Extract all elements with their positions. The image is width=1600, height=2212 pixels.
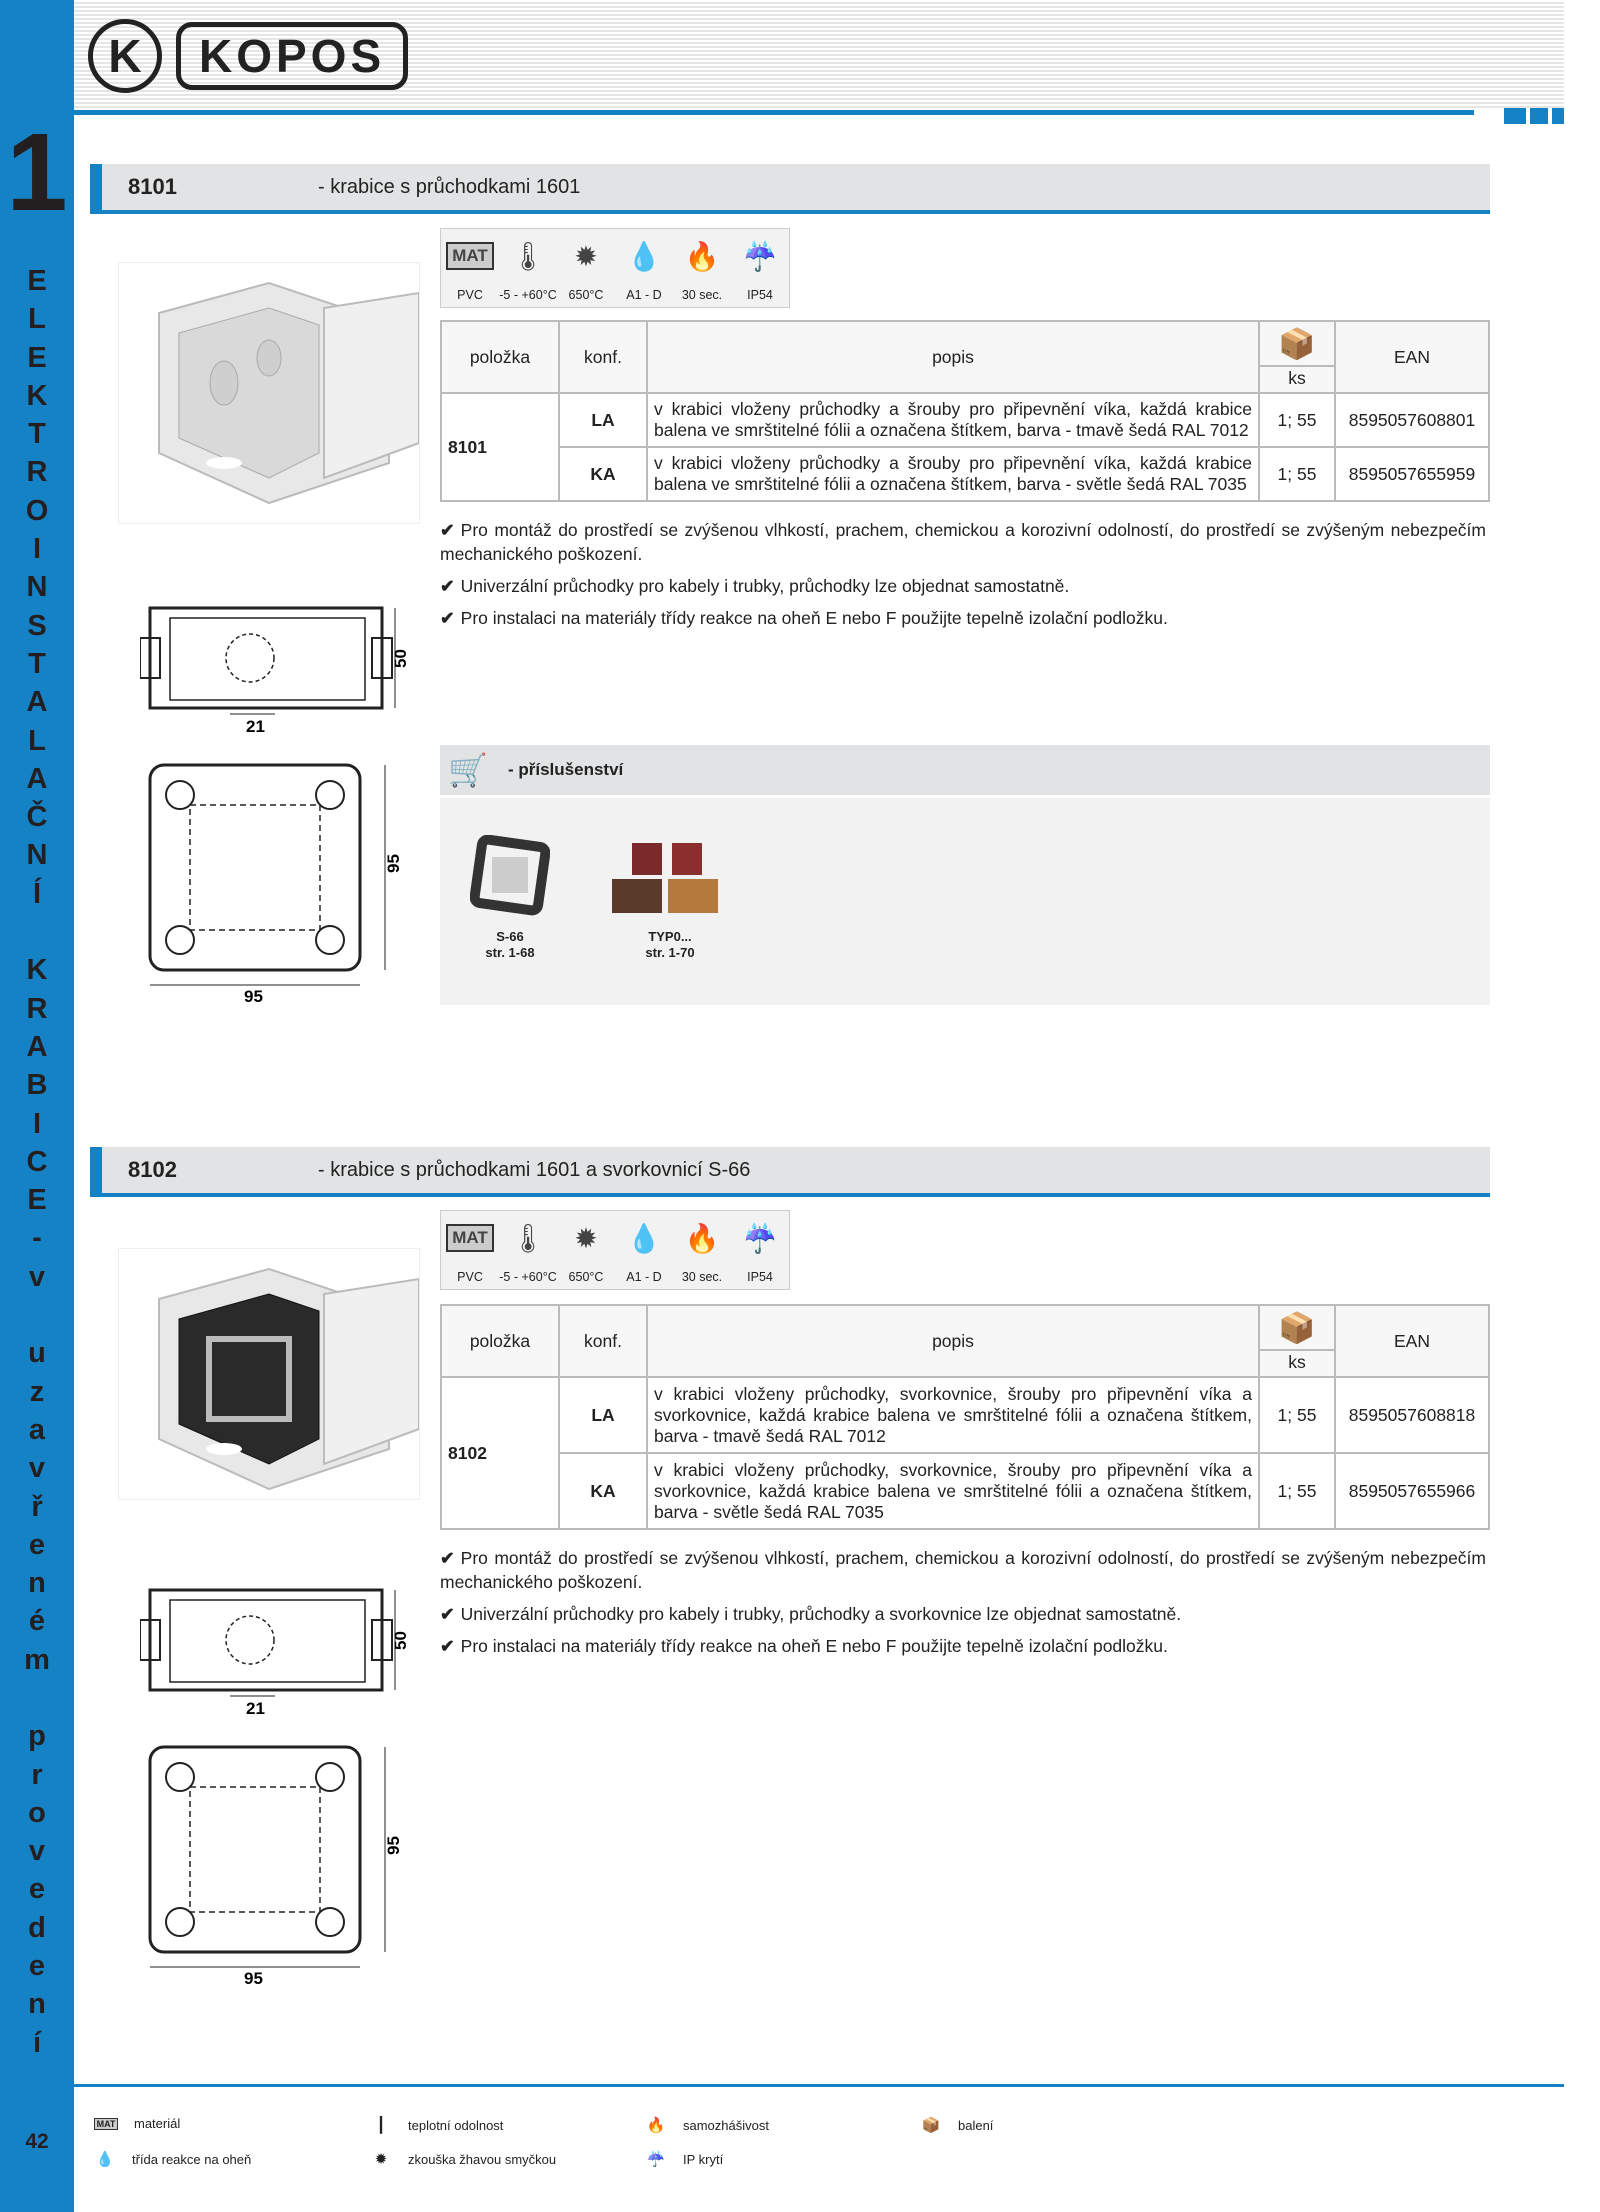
sidebar-letter: e: [28, 1873, 46, 1906]
product-table: [440, 1304, 1490, 1530]
accessories-label: - příslušenství: [508, 760, 624, 779]
row-ks: 1; 55: [1259, 1377, 1335, 1453]
accessory-s66[interactable]: [470, 835, 550, 961]
sidebar-letter: v: [28, 1452, 46, 1485]
legend-item: [370, 2150, 556, 2168]
sidebar-letter: A: [26, 762, 48, 795]
legend-label: teplotní odolnost: [408, 2117, 504, 2133]
product-table: [440, 320, 1490, 502]
section-code: 8101: [128, 174, 177, 199]
sidebar-letter: Í: [32, 877, 42, 910]
sidebar-letter: K: [26, 954, 48, 987]
self-extinguish-cell: [673, 229, 731, 307]
sidebar-letter: I: [32, 533, 42, 566]
col-item: položka: [441, 1305, 559, 1377]
legend-item: [920, 2116, 993, 2134]
self-extinguish-value: 30 sec.: [681, 1270, 723, 1284]
ip-value: IP54: [747, 288, 773, 302]
sidebar-letter: r: [31, 1758, 43, 1791]
legend-label: samozhášivost: [683, 2117, 769, 2133]
mat-icon: MAT: [94, 2118, 118, 2130]
dim-depth: 50: [391, 1631, 410, 1650]
sidebar-letter: C: [26, 1145, 48, 1178]
kopos-logo: [88, 18, 408, 94]
chapter-number: 1: [6, 111, 68, 234]
property-icons: [440, 228, 790, 308]
feature-text: Pro instalaci na materiály třídy reakce na oheň E nebo F použijte tepelně izolační podložku.: [460, 1636, 1168, 1656]
sidebar-letter: L: [28, 724, 46, 757]
sidebar-letter: B: [26, 1069, 48, 1102]
drop-flame-icon: 💧: [95, 2151, 115, 2168]
feature-list: [440, 1546, 1486, 1666]
col-conf: konf.: [559, 1305, 647, 1377]
feature-text: Pro instalaci na materiály třídy reakce na oheň E nebo F použijte tepelně izolační podložku.: [460, 608, 1168, 628]
header-rule: [74, 110, 1474, 115]
sidebar-letter: Č: [26, 801, 48, 834]
flame-icon: 🔥: [684, 1222, 720, 1254]
check-icon: ✔: [440, 1548, 455, 1568]
feature-item: [440, 1602, 1486, 1626]
row-ean: 8595057655959: [1335, 447, 1489, 501]
sidebar-letter: a: [28, 1413, 46, 1446]
chapter-title-vertical: [0, 262, 74, 2062]
feature-list: [440, 518, 1486, 638]
accessories-header: [440, 745, 1490, 798]
legend-label: materiál: [134, 2116, 181, 2131]
item-code: 8101: [441, 393, 559, 501]
material-cell: [441, 229, 499, 307]
sidebar-letter: L: [28, 303, 46, 336]
sidebar-letter: E: [27, 265, 47, 297]
side-view-drawing: [140, 598, 410, 738]
ip-cell: [731, 1211, 789, 1289]
fire-class-value: A1 - D: [626, 1270, 662, 1284]
sidebar-letter: T: [28, 647, 46, 680]
check-icon: ✔: [440, 1636, 455, 1656]
section-tab: [90, 164, 102, 210]
glow-wire-value: 650°C: [568, 1270, 604, 1284]
feature-text: Univerzální průchodky pro kabely i trubky, průchodky a svorkovnice lze objednat samostatně.: [460, 1604, 1182, 1624]
umbrella-icon: ☔: [742, 1222, 778, 1254]
sidebar-letter: p: [28, 1720, 46, 1753]
legend-label: IP krytí: [683, 2151, 724, 2167]
accessory-name: TYP0...: [648, 929, 692, 944]
logo-emblem: K: [88, 19, 162, 93]
sidebar-letter: A: [26, 1030, 48, 1063]
temperature-value: -5 - +60°C: [499, 1270, 557, 1284]
product-photo: [118, 262, 420, 524]
feature-text: Univerzální průchodky pro kabely i trubky, průchodky lze objednat samostatně.: [460, 576, 1070, 596]
glow-wire-cell: [557, 229, 615, 307]
sidebar-letter: E: [27, 341, 47, 374]
conf-code: KA: [559, 447, 647, 501]
accessories-panel: [440, 745, 1490, 1005]
row-description: v krabici vloženy průchodky a šrouby pro připevnění víka, každá krabice balena ve smrštitelné fólii a označena štítkem, barva - tmavě šedá RAL 7012: [647, 393, 1259, 447]
property-icons: [440, 1210, 790, 1290]
glow-wire-icon: ✹: [574, 1222, 598, 1254]
accessory-ref: str. 1-68: [485, 945, 535, 960]
box-icon: 📦: [921, 2117, 941, 2134]
umbrella-icon: ☔: [646, 2151, 666, 2168]
drop-flame-icon: 💧: [626, 1222, 662, 1254]
footer-rule: [74, 2084, 1564, 2087]
ks-label: ks: [1260, 1349, 1334, 1373]
dim-width: 95: [244, 987, 263, 1006]
col-conf: konf.: [559, 321, 647, 393]
mat-icon: MAT: [446, 1224, 494, 1252]
table-row: [441, 1453, 1489, 1529]
dim-depth: 50: [391, 649, 410, 668]
mat-icon: MAT: [446, 242, 494, 270]
feature-text: Pro montáž do prostředí se zvýšenou vlhkostí, prachem, chemickou a korozivní odolností, do prostředí se zvýšeným nebezpečím mechanického poškození.: [440, 1548, 1486, 1592]
dim-width: 95: [244, 1969, 263, 1988]
material-value: PVC: [457, 1270, 483, 1284]
sidebar-letter: n: [28, 1567, 46, 1600]
sidebar-letter: O: [25, 494, 49, 527]
sidebar-letter: R: [26, 456, 48, 489]
row-ean: 8595057608801: [1335, 393, 1489, 447]
terminal-block-image: [470, 835, 550, 925]
col-ks: [1259, 1305, 1335, 1377]
legend-item: [645, 2116, 769, 2134]
fire-class-cell: [615, 229, 673, 307]
item-code: 8102: [441, 1377, 559, 1529]
self-extinguish-value: 30 sec.: [681, 288, 723, 302]
sidebar-letter: e: [28, 1528, 46, 1561]
col-desc: popis: [647, 321, 1259, 393]
sidebar-letter: R: [26, 992, 48, 1025]
sidebar-letter: m: [24, 1643, 50, 1676]
accessory-typ0[interactable]: [610, 841, 730, 961]
glow-wire-icon: ✹: [374, 2151, 388, 2168]
section-header: [90, 1147, 1490, 1197]
legend-item: [370, 2116, 503, 2134]
sidebar-letter: K: [26, 379, 48, 412]
legend-label: balení: [958, 2117, 994, 2133]
top-view-drawing: [140, 1742, 410, 1992]
glow-wire-value: 650°C: [568, 288, 604, 302]
flame-icon: 🔥: [684, 240, 720, 272]
material-cell: [441, 1211, 499, 1289]
product-photo: [118, 1248, 420, 1500]
check-icon: ✔: [440, 576, 455, 596]
thermometer-icon: ┃: [376, 2117, 386, 2134]
conf-code: KA: [559, 1453, 647, 1529]
temperature-cell: [499, 1211, 557, 1289]
umbrella-icon: ☔: [742, 240, 778, 272]
page-number: 42: [25, 2130, 49, 2153]
check-icon: ✔: [440, 520, 455, 540]
temperature-cell: [499, 229, 557, 307]
box-icon: 📦: [1278, 328, 1316, 361]
sidebar-letter: d: [28, 1911, 46, 1944]
sidebar-letter: v: [28, 1260, 46, 1293]
table-row: [441, 447, 1489, 501]
sidebar-letter: í: [32, 2026, 42, 2059]
dim-inner: 21: [246, 717, 265, 736]
row-description: v krabici vloženy průchodky a šrouby pro připevnění víka, každá krabice balena ve smrštitelné fólii a označena štítkem, barva - světle šedá RAL 7035: [647, 447, 1259, 501]
feature-item: [440, 518, 1486, 566]
legend-label: zkouška žhavou smyčkou: [408, 2151, 557, 2167]
table-header-row: [441, 321, 1489, 393]
conf-code: LA: [559, 1377, 647, 1453]
row-description: v krabici vloženy průchodky, svorkovnice, šrouby pro připevnění víka a svorkovnice, každá krabice balena ve smrštitelné fólii a označena štítkem, barva - světle šedá RAL 7035: [647, 1453, 1259, 1529]
terminal-strips-image: [610, 841, 730, 925]
side-view-drawing: [140, 1580, 410, 1720]
sidebar-letter: u: [28, 1337, 46, 1370]
sidebar-letter: E: [27, 1184, 47, 1217]
sidebar-letter: I: [32, 1107, 42, 1140]
sidebar-letter: v: [28, 1835, 46, 1868]
header-block: [1504, 108, 1526, 124]
accessory-name: S-66: [496, 929, 524, 944]
ip-value: IP54: [747, 1270, 773, 1284]
thermometer-icon: 🌡: [510, 240, 546, 272]
glow-wire-icon: ✹: [574, 240, 598, 272]
sidebar-letter: [0, 913, 74, 951]
section-title: - krabice s průchodkami 1601: [318, 176, 581, 198]
fire-class-cell: [615, 1211, 673, 1289]
feature-item: [440, 1634, 1486, 1658]
col-desc: popis: [647, 1305, 1259, 1377]
row-ks: 1; 55: [1259, 393, 1335, 447]
dim-inner: 21: [246, 1699, 265, 1718]
col-ean: EAN: [1335, 321, 1489, 393]
col-item: položka: [441, 321, 559, 393]
col-ean: EAN: [1335, 1305, 1489, 1377]
feature-item: [440, 606, 1486, 630]
feature-text: Pro montáž do prostředí se zvýšenou vlhkostí, prachem, chemickou a korozivní odolností, do prostředí se zvýšeným nebezpečím mechanického poškození.: [440, 520, 1486, 564]
section-title: - krabice s průchodkami 1601 a svorkovnicí S-66: [318, 1159, 751, 1181]
ip-cell: [731, 229, 789, 307]
sidebar-letter: z: [29, 1375, 45, 1408]
header-block: [1552, 108, 1564, 124]
row-ean: 8595057655966: [1335, 1453, 1489, 1529]
box-icon: 📦: [1278, 1312, 1316, 1345]
section-code: 8102: [128, 1157, 177, 1182]
row-description: v krabici vloženy průchodky, svorkovnice, šrouby pro připevnění víka a svorkovnice, každá krabice balena ve smrštitelné fólii a označena štítkem, barva - tmavě šedá RAL 7012: [647, 1377, 1259, 1453]
section-header: [90, 164, 1490, 214]
sidebar-letter: N: [26, 571, 48, 604]
flame-icon: 🔥: [646, 2117, 666, 2134]
sidebar-letter: S: [27, 609, 47, 642]
legend-label: třída reakce na oheň: [132, 2151, 252, 2167]
table-row: [441, 393, 1489, 447]
legend-item: [645, 2150, 723, 2168]
section-tab: [90, 1147, 102, 1193]
drop-flame-icon: 💧: [626, 240, 662, 272]
accessory-ref: str. 1-70: [645, 945, 695, 960]
conf-code: LA: [559, 393, 647, 447]
sidebar-letter: e: [28, 1950, 46, 1983]
sidebar-letter: A: [26, 686, 48, 719]
sidebar-letter: n: [28, 1988, 46, 2021]
sidebar-letter: o: [28, 1796, 46, 1829]
check-icon: ✔: [440, 1604, 455, 1624]
legend-item: [94, 2150, 251, 2168]
feature-item: [440, 1546, 1486, 1594]
sidebar-letter: é: [28, 1605, 46, 1638]
sidebar-letter: [0, 1679, 74, 1717]
table-row: [441, 1377, 1489, 1453]
sidebar-letter: N: [26, 839, 48, 872]
ks-label: ks: [1260, 365, 1334, 389]
temperature-value: -5 - +60°C: [499, 288, 557, 302]
logo-wordmark: KOPOS: [176, 22, 408, 90]
header-block: [1530, 108, 1548, 124]
row-ks: 1; 55: [1259, 1453, 1335, 1529]
row-ean: 8595057608818: [1335, 1377, 1489, 1453]
self-extinguish-cell: [673, 1211, 731, 1289]
material-value: PVC: [457, 288, 483, 302]
sidebar-letter: [0, 1296, 74, 1334]
thermometer-icon: 🌡: [510, 1222, 546, 1254]
fire-class-value: A1 - D: [626, 288, 662, 302]
legend-item: [94, 2116, 180, 2131]
row-ks: 1; 55: [1259, 447, 1335, 501]
check-icon: ✔: [440, 608, 455, 628]
dim-height: 95: [384, 854, 403, 873]
cart-icon: 🛒: [448, 752, 488, 788]
sidebar-letter: -: [32, 1222, 42, 1255]
sidebar-letter: T: [28, 418, 46, 451]
sidebar-letter: ř: [31, 1490, 43, 1523]
dim-height: 95: [384, 1836, 403, 1855]
feature-item: [440, 574, 1486, 598]
col-ks: [1259, 321, 1335, 393]
top-view-drawing: [140, 760, 410, 1010]
table-header-row: [441, 1305, 1489, 1377]
glow-wire-cell: [557, 1211, 615, 1289]
